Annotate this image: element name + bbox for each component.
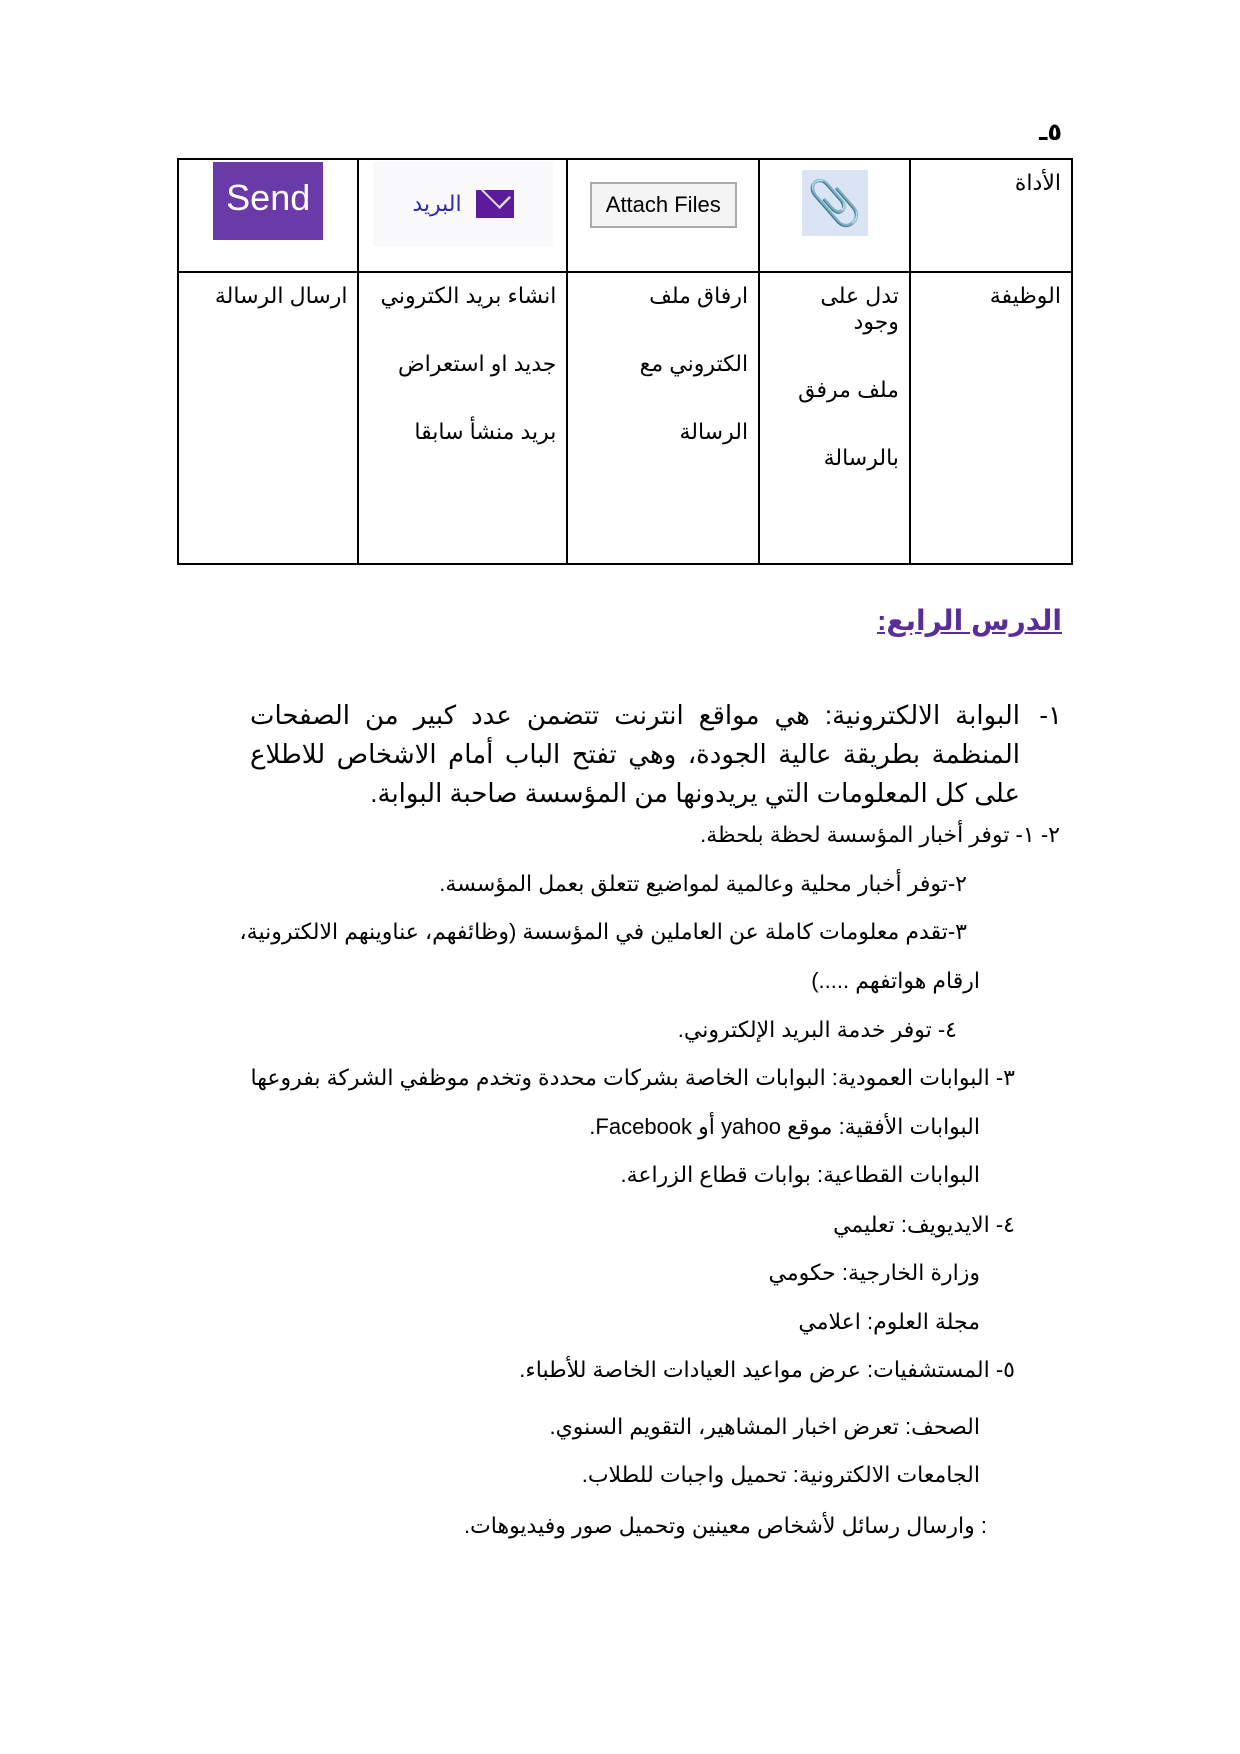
send-button[interactable]: Send: [213, 162, 323, 240]
cell-line: بالرسالة: [823, 445, 899, 470]
function-mail: [358, 272, 567, 564]
item-number: ١-: [1039, 700, 1062, 730]
list-line: الصحف: تعرض اخبار المشاهير، التقويم السنوي.: [549, 1414, 980, 1439]
list-line: ٢- ١- توفر أخبار المؤسسة لحظة بلحظة.: [700, 822, 1060, 847]
cell-line: ارفاق ملف: [649, 283, 749, 308]
list-line: ارقام هواتفهم .....): [811, 968, 980, 993]
list-line: ٢-توفر أخبار محلية وعالمية لمواضيع تتعلق بعمل المؤسسة.: [439, 871, 967, 896]
list-line: ٣- البوابات العمودية: البوابات الخاصة بشركات محددة وتخدم موظفي الشركة بفروعها: [250, 1065, 1015, 1090]
cell-line: بريد منشأ سابقا: [414, 419, 557, 444]
table-row-function: [178, 272, 1072, 564]
page-number: ٥ـ: [1039, 119, 1062, 146]
function-attach: [567, 272, 759, 564]
function-send: [178, 272, 358, 564]
cell-line: ارسال الرسالة: [214, 283, 348, 308]
mail-label: البريد: [412, 191, 462, 216]
cell-line: الكتروني مع: [639, 351, 749, 376]
list-line: البوابات الأفقية: موقع yahoo أو Facebook.: [589, 1114, 980, 1139]
paperclip-icon: 📎: [802, 170, 868, 236]
list-line: الجامعات الالكترونية: تحميل واجبات للطلاب.: [581, 1462, 980, 1487]
lesson-heading: الدرس الرابع:: [877, 605, 1062, 636]
list-line: البوابات القطاعية: بوابات قطاع الزراعة.: [620, 1162, 980, 1187]
table-row-tool: [178, 159, 1072, 272]
list-line: مجلة العلوم: اعلامي: [798, 1309, 980, 1334]
list-line: : وارسال رسائل لأشخاص معينين وتحميل صور وفيديوهات.: [463, 1513, 987, 1538]
cell-line: انشاء بريد الكتروني: [380, 283, 557, 308]
cell-line: تدل على وجود: [820, 283, 899, 334]
row-label-function: الوظيفة: [910, 272, 1072, 564]
list-line: ٤- الايديويف: تعليمي: [833, 1212, 1015, 1237]
list-line: ٣-تقدم معلومات كاملة عن العاملين في المؤسسة (وظائفهم، عناوينهم الالكترونية،: [239, 919, 967, 944]
row-label-tool: الأداة: [910, 159, 1072, 272]
attach-files-button[interactable]: Attach Files: [590, 182, 737, 228]
cell-line: الرسالة: [679, 419, 749, 444]
cell-line: جديد او استعراض: [397, 351, 557, 376]
paragraph-portal-definition: [250, 696, 1062, 813]
paragraph-text: البوابة الالكترونية: هي مواقع انترنت تتضمن عدد كبير من الصفحات المنظمة بطريقة عالية الجودة، وهي تفتح الباب أمام الاشخاص للاطلاع على كل المعلومات التي يريدونها من المؤسسة صاحبة البوابة.: [250, 700, 1020, 808]
mail-button[interactable]: [373, 162, 553, 246]
envelope-icon: [476, 190, 514, 218]
list-line: ٥- المستشفيات: عرض مواعيد العيادات الخاصة للأطباء.: [519, 1357, 1015, 1382]
list-line: وزارة الخارجية: حكومي: [768, 1260, 980, 1285]
list-line: ٤- توفر خدمة البريد الإلكتروني.: [677, 1017, 957, 1042]
cell-line: ملف مرفق: [798, 377, 899, 402]
function-paperclip: [759, 272, 910, 564]
tools-table: [177, 158, 1073, 565]
